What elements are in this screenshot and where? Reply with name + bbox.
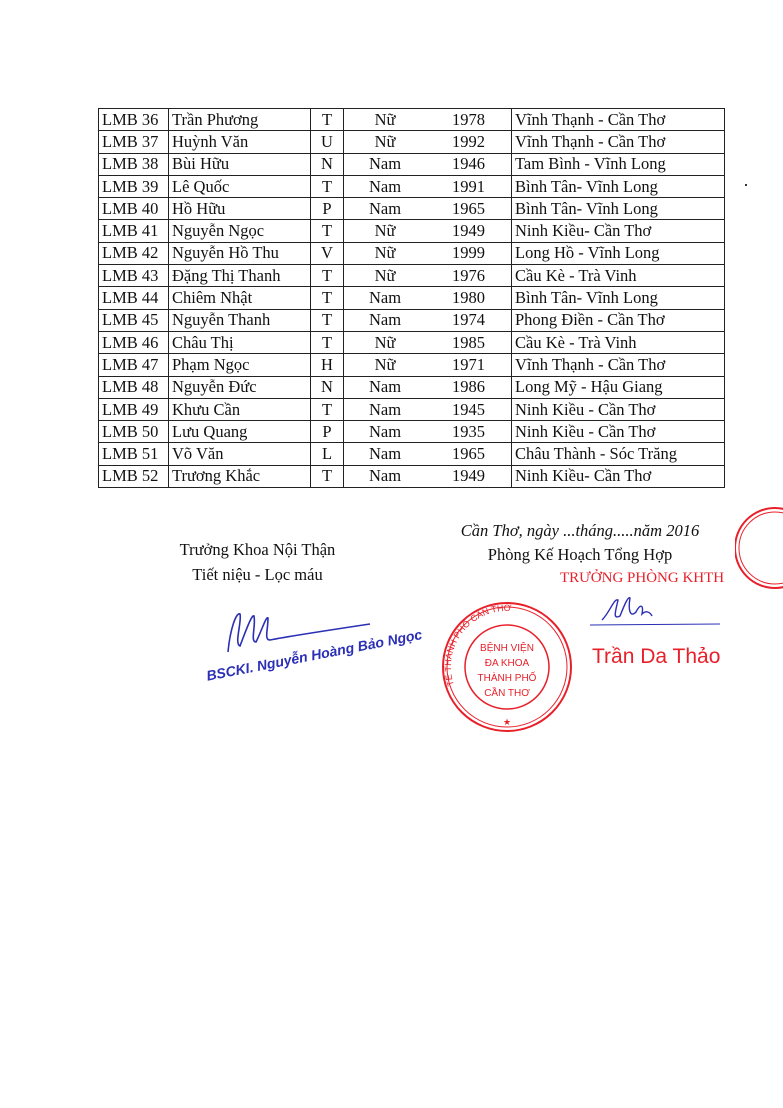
birth-year-cell: 1978 <box>426 109 512 131</box>
stamp-line-3: THÀNH PHỐ <box>477 673 537 684</box>
patient-name-cell: Nguyễn Hồ Thu <box>169 242 311 264</box>
birth-year-cell: 1946 <box>426 153 512 175</box>
birth-year-cell: 1999 <box>426 242 512 264</box>
table-row <box>99 331 725 353</box>
table-row <box>99 443 725 465</box>
svg-text:★: ★ <box>502 717 512 727</box>
address-cell: Bình Tân- Vĩnh Long <box>512 198 725 220</box>
gender-cell: Nam <box>344 398 427 420</box>
table-row <box>99 376 725 398</box>
table-row <box>99 131 725 153</box>
gender-cell: Nam <box>344 465 427 487</box>
patient-name-cell: Hồ Hữu <box>169 198 311 220</box>
table-row <box>99 265 725 287</box>
department-name: Phòng Kế Hoạch Tổng Hợp <box>487 545 673 564</box>
birth-year-cell: 1965 <box>426 198 512 220</box>
right-signature-scribble <box>590 592 740 632</box>
birth-year-cell: 1974 <box>426 309 512 331</box>
patient-code-cell: LMB 48 <box>99 376 169 398</box>
patient-code-cell: LMB 52 <box>99 465 169 487</box>
patient-code-cell: LMB 51 <box>99 443 169 465</box>
address-cell: Ninh Kiều - Cần Thơ <box>512 398 725 420</box>
gender-cell: Nữ <box>344 242 427 264</box>
name-initial-cell: L <box>311 443 344 465</box>
address-cell: Cầu Kè - Trà Vinh <box>512 265 725 287</box>
address-cell: Vĩnh Thạnh - Cần Thơ <box>512 354 725 376</box>
gender-cell: Nam <box>344 421 427 443</box>
gender-cell: Nữ <box>344 220 427 242</box>
birth-year-cell: 1965 <box>426 443 512 465</box>
patient-name-cell: Khưu Cần <box>169 398 311 420</box>
patient-code-cell: LMB 37 <box>99 131 169 153</box>
gender-cell: Nữ <box>344 354 427 376</box>
address-cell: Bình Tân- Vĩnh Long <box>512 175 725 197</box>
gender-cell: Nữ <box>344 109 427 131</box>
name-initial-cell: V <box>311 242 344 264</box>
birth-year-cell: 1992 <box>426 131 512 153</box>
address-cell: Vĩnh Thạnh - Cần Thơ <box>512 131 725 153</box>
name-initial-cell: T <box>311 309 344 331</box>
name-initial-cell: T <box>311 331 344 353</box>
gender-cell: Nam <box>344 175 427 197</box>
patient-code-cell: LMB 41 <box>99 220 169 242</box>
address-cell: Tam Bình - Vĩnh Long <box>512 153 725 175</box>
patient-name-cell: Phạm Ngọc <box>169 354 311 376</box>
birth-year-cell: 1971 <box>426 354 512 376</box>
birth-year-cell: 1949 <box>426 465 512 487</box>
table-row <box>99 287 725 309</box>
patient-name-cell: Nguyễn Thanh <box>169 309 311 331</box>
address-cell: Ninh Kiều- Cần Thơ <box>512 465 725 487</box>
patient-name-cell: Lưu Quang <box>169 421 311 443</box>
birth-year-cell: 1976 <box>426 265 512 287</box>
table-row <box>99 421 725 443</box>
table-row <box>99 109 725 131</box>
patient-name-cell: Huỳnh Văn <box>169 131 311 153</box>
patient-table <box>98 108 725 488</box>
name-initial-cell: N <box>311 153 344 175</box>
name-initial-cell: P <box>311 198 344 220</box>
date-line: Cần Thơ, ngày ...tháng.....năm 2016 <box>460 521 700 540</box>
name-initial-cell: T <box>311 220 344 242</box>
birth-year-cell: 1986 <box>426 376 512 398</box>
patient-code-cell: LMB 46 <box>99 331 169 353</box>
name-initial-cell: T <box>311 109 344 131</box>
birth-year-cell: 1949 <box>426 220 512 242</box>
patient-code-cell: LMB 44 <box>99 287 169 309</box>
table-row <box>99 398 725 420</box>
name-initial-cell: T <box>311 175 344 197</box>
patient-name-cell: Nguyễn Ngọc <box>169 220 311 242</box>
patient-name-cell: Trương Khắc <box>169 465 311 487</box>
stamp-line-4: CẦN THƠ <box>484 688 530 699</box>
table-row <box>99 198 725 220</box>
gender-cell: Nam <box>344 153 427 175</box>
right-signer-name: Trần Da Thảo <box>592 645 721 668</box>
patient-name-cell: Trần Phương <box>169 109 311 131</box>
address-cell: Phong Điền - Cần Thơ <box>512 309 725 331</box>
gender-cell: Nam <box>344 443 427 465</box>
name-initial-cell: U <box>311 131 344 153</box>
position-title: TRƯỞNG PHÒNG KHTH <box>560 570 725 586</box>
partial-stamp <box>735 490 783 610</box>
birth-year-cell: 1945 <box>426 398 512 420</box>
birth-year-cell: 1985 <box>426 331 512 353</box>
patient-code-cell: LMB 38 <box>99 153 169 175</box>
scan-dot <box>745 184 747 186</box>
table-row <box>99 153 725 175</box>
patient-code-cell: LMB 39 <box>99 175 169 197</box>
name-initial-cell: T <box>311 287 344 309</box>
gender-cell: Nam <box>344 287 427 309</box>
patient-name-cell: Lê Quốc <box>169 175 311 197</box>
gender-cell: Nam <box>344 198 427 220</box>
gender-cell: Nữ <box>344 131 427 153</box>
address-cell: Châu Thành - Sóc Trăng <box>512 443 725 465</box>
table-row <box>99 354 725 376</box>
patient-name-cell: Võ Văn <box>169 443 311 465</box>
gender-cell: Nam <box>344 376 427 398</box>
table-row <box>99 465 725 487</box>
name-initial-cell: T <box>311 465 344 487</box>
patient-name-cell: Đặng Thị Thanh <box>169 265 311 287</box>
patient-code-cell: LMB 43 <box>99 265 169 287</box>
address-cell: Vĩnh Thạnh - Cần Thơ <box>512 109 725 131</box>
gender-cell: Nữ <box>344 265 427 287</box>
gender-cell: Nữ <box>344 331 427 353</box>
patient-code-cell: LMB 47 <box>99 354 169 376</box>
table-row <box>99 220 725 242</box>
stamp-line-1: BỆNH VIỆN <box>480 643 534 654</box>
name-initial-cell: T <box>311 265 344 287</box>
table-row <box>99 309 725 331</box>
table-row <box>99 242 725 264</box>
left-signer-name: BSCKI. Nguyễn Hoàng Bảo Ngọc <box>205 626 424 684</box>
name-initial-cell: H <box>311 354 344 376</box>
birth-year-cell: 1980 <box>426 287 512 309</box>
patient-name-cell: Chiêm Nhật <box>169 287 311 309</box>
patient-code-cell: LMB 50 <box>99 421 169 443</box>
patient-name-cell: Bùi Hữu <box>169 153 311 175</box>
name-initial-cell: N <box>311 376 344 398</box>
patient-code-cell: LMB 49 <box>99 398 169 420</box>
left-title-line2: Tiết niệu - Lọc máu <box>192 565 323 584</box>
patient-code-cell: LMB 36 <box>99 109 169 131</box>
birth-year-cell: 1935 <box>426 421 512 443</box>
address-cell: Bình Tân- Vĩnh Long <box>512 287 725 309</box>
address-cell: Cầu Kè - Trà Vinh <box>512 331 725 353</box>
address-cell: Long Mỹ - Hậu Giang <box>512 376 725 398</box>
name-initial-cell: T <box>311 398 344 420</box>
patient-name-cell: Nguyễn Đức <box>169 376 311 398</box>
address-cell: Long Hồ - Vĩnh Long <box>512 242 725 264</box>
gender-cell: Nam <box>344 309 427 331</box>
table-row <box>99 175 725 197</box>
patient-code-cell: LMB 40 <box>99 198 169 220</box>
address-cell: Ninh Kiều - Cần Thơ <box>512 421 725 443</box>
birth-year-cell: 1991 <box>426 175 512 197</box>
stamp-line-2: ĐA KHOA <box>484 658 530 669</box>
patient-code-cell: LMB 45 <box>99 309 169 331</box>
patient-name-cell: Châu Thị <box>169 331 311 353</box>
name-initial-cell: P <box>311 421 344 443</box>
stamp-outer-text: TẾ THÀNH PHỐ CẦN THƠ <box>442 602 512 688</box>
address-cell: Ninh Kiều- Cần Thơ <box>512 220 725 242</box>
patient-code-cell: LMB 42 <box>99 242 169 264</box>
left-title-line1: Trưởng Khoa Nội Thận <box>179 540 336 559</box>
hospital-stamp <box>440 595 580 740</box>
